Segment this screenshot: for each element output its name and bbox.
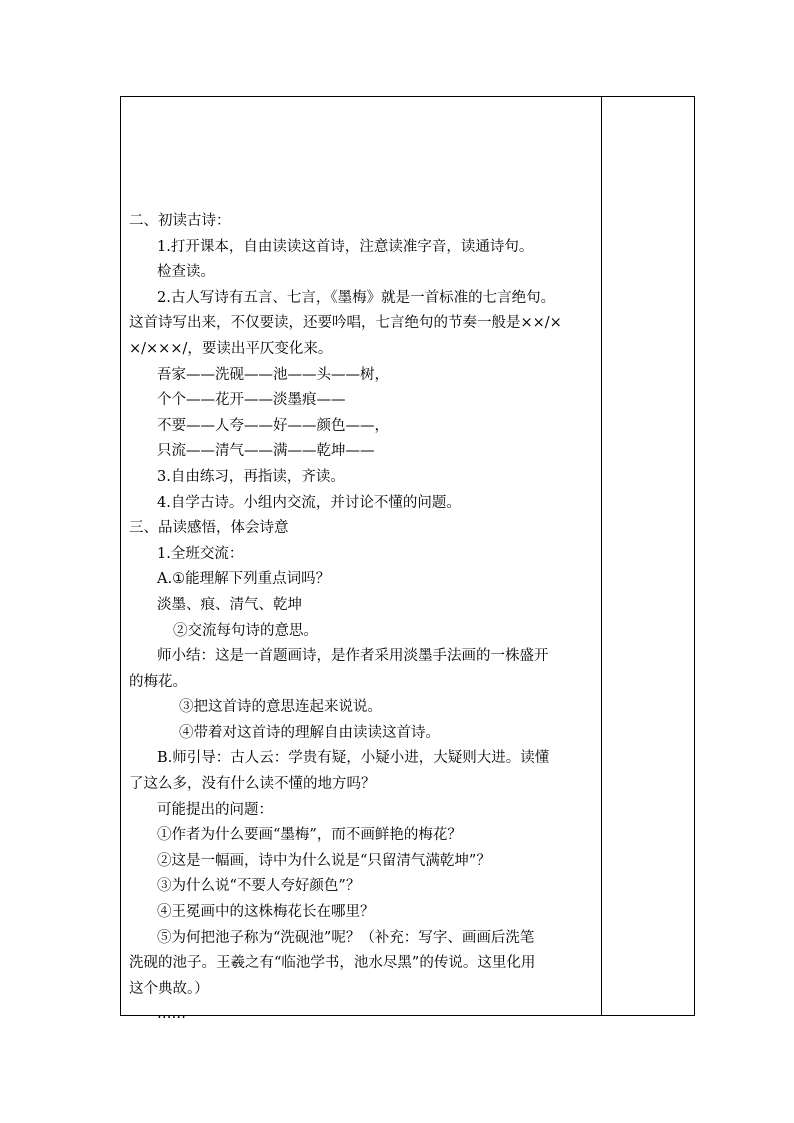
poem-rhythm-line: 个个——花开——淡墨痕—— [157,392,346,409]
question-item: ④王冕画中的这株梅花长在哪里？ [157,904,375,921]
text-line: 师小结：这是一首题画诗，是作者采用淡墨手法画的一株盛开 [157,648,549,665]
question-item: ②这是一幅画，诗中为什么说是“只留清气满乾坤”？ [157,852,491,869]
text-line: 的梅花。 [129,673,187,690]
text-line: 这首诗写出来，不仅要读，还要吟唱，七言绝句的节奏一般是××/× [129,315,562,332]
text-line: ③把这首诗的意思连起来说说。 [179,699,382,716]
text-line: 4.自学古诗。小组内交流，并讨论不懂的问题。 [157,494,461,511]
poem-rhythm-line: 吾家——洗砚——池——头——树， [157,366,389,383]
text-line: 洗砚的池子。王羲之有“临池学书，池水尽黑”的传说。这里化用 [129,955,536,972]
lesson-table [120,96,695,1023]
question-item: ③为什么说“不要人夸好颜色”？ [157,878,361,895]
text-line: 检查读。 [157,264,215,281]
column-divider [601,97,602,1015]
text-line: ④带着对这首诗的理解自由读读这首诗。 [179,724,440,741]
text-line: A.①能理解下列重点词吗？ [157,571,331,588]
poem-rhythm-line: 不要——人夸——好——颜色——， [157,417,389,434]
question-item: ⑤为何把池子称为“洗砚池”呢？（补充：写字、画画后洗笔 [157,929,535,946]
text-line: 2.古人写诗有五言、七言，《墨梅》就是一首标准的七言绝句。 [157,289,556,306]
text-line: 可能提出的问题： [157,801,273,818]
ellipsis: …… [157,1006,186,1023]
section-heading-2: 二、初读古诗： [129,213,231,229]
text-line: ×/×××/，要读出平仄变化来。 [129,340,333,357]
question-item: ①作者为什么要画“墨梅”，而不画鲜艳的梅花？ [157,827,462,844]
text-line: 1.全班交流： [157,545,244,562]
poem-rhythm-line: 只流——清气——满——乾坤—— [157,443,375,460]
text-line: ②交流每句诗的意思。 [173,622,318,639]
text-line: 淡墨、痕、清气、乾坤 [157,596,302,613]
text-line: 3.自由练习，再指读，齐读。 [157,468,345,485]
text-line: 这个典故。） [129,980,209,997]
text-line: 了这么多，没有什么读不懂的地方吗？ [129,776,376,793]
text-line: B.师引导：古人云：学贵有疑，小疑小进，大疑则大进。读懂 [157,750,550,767]
section-heading-3: 三、品读感悟，体会诗意 [129,520,289,537]
text-line: 1.打开课本，自由读读这首诗，注意读准字音，读通诗句。 [157,238,534,255]
lesson-content [129,209,599,1028]
